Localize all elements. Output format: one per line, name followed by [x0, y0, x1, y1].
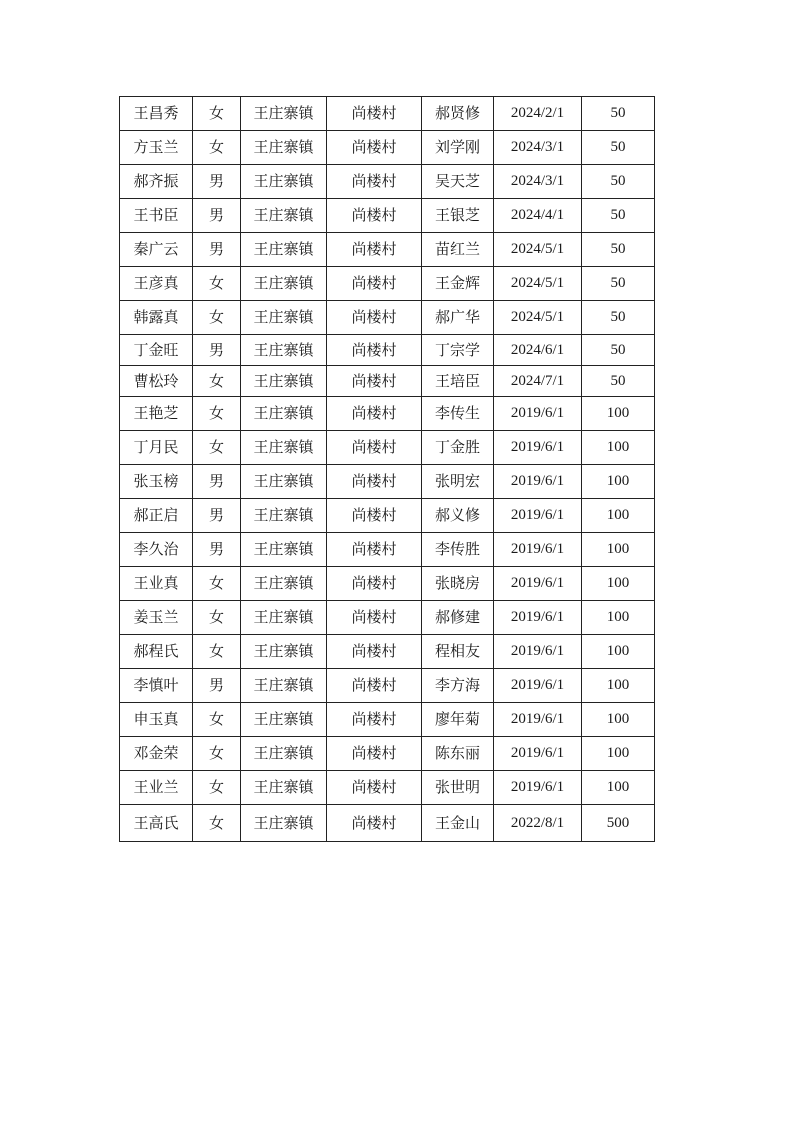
- town-cell: 王庄寨镇: [241, 267, 327, 301]
- gender-cell: 女: [193, 131, 241, 165]
- village-cell: 尚楼村: [327, 465, 422, 499]
- date-cell: 2019/6/1: [494, 533, 582, 567]
- gender-cell: 女: [193, 397, 241, 431]
- table-row: [120, 131, 655, 165]
- table-row: [120, 431, 655, 465]
- gender-cell: 男: [193, 465, 241, 499]
- name-cell: 郝齐振: [120, 165, 193, 199]
- guardian-cell: 郝贤修: [422, 97, 494, 131]
- town-cell: 王庄寨镇: [241, 131, 327, 165]
- table-row: [120, 771, 655, 805]
- amount-cell: 50: [582, 267, 655, 301]
- gender-cell: 女: [193, 567, 241, 601]
- town-cell: 王庄寨镇: [241, 233, 327, 267]
- town-cell: 王庄寨镇: [241, 199, 327, 233]
- date-cell: 2024/5/1: [494, 301, 582, 335]
- guardian-cell: 王银芝: [422, 199, 494, 233]
- roster-table: [119, 96, 655, 842]
- name-cell: 李久治: [120, 533, 193, 567]
- town-cell: 王庄寨镇: [241, 737, 327, 771]
- guardian-cell: 陈东丽: [422, 737, 494, 771]
- village-cell: 尚楼村: [327, 499, 422, 533]
- village-cell: 尚楼村: [327, 533, 422, 567]
- date-cell: 2019/6/1: [494, 431, 582, 465]
- date-cell: 2024/3/1: [494, 131, 582, 165]
- town-cell: 王庄寨镇: [241, 397, 327, 431]
- date-cell: 2024/7/1: [494, 366, 582, 397]
- village-cell: 尚楼村: [327, 165, 422, 199]
- amount-cell: 50: [582, 335, 655, 366]
- date-cell: 2019/6/1: [494, 499, 582, 533]
- town-cell: 王庄寨镇: [241, 635, 327, 669]
- name-cell: 申玉真: [120, 703, 193, 737]
- village-cell: 尚楼村: [327, 335, 422, 366]
- amount-cell: 100: [582, 465, 655, 499]
- amount-cell: 50: [582, 199, 655, 233]
- name-cell: 王业真: [120, 567, 193, 601]
- date-cell: 2019/6/1: [494, 669, 582, 703]
- gender-cell: 女: [193, 97, 241, 131]
- town-cell: 王庄寨镇: [241, 301, 327, 335]
- town-cell: 王庄寨镇: [241, 601, 327, 635]
- table-row: [120, 301, 655, 335]
- name-cell: 张玉榜: [120, 465, 193, 499]
- amount-cell: 50: [582, 233, 655, 267]
- gender-cell: 女: [193, 267, 241, 301]
- town-cell: 王庄寨镇: [241, 499, 327, 533]
- date-cell: 2019/6/1: [494, 635, 582, 669]
- guardian-cell: 吴天芝: [422, 165, 494, 199]
- guardian-cell: 李传生: [422, 397, 494, 431]
- guardian-cell: 李方海: [422, 669, 494, 703]
- date-cell: 2019/6/1: [494, 567, 582, 601]
- amount-cell: 100: [582, 397, 655, 431]
- town-cell: 王庄寨镇: [241, 335, 327, 366]
- village-cell: 尚楼村: [327, 301, 422, 335]
- amount-cell: 50: [582, 301, 655, 335]
- table-row: [120, 533, 655, 567]
- amount-cell: 100: [582, 567, 655, 601]
- gender-cell: 女: [193, 737, 241, 771]
- name-cell: 郝程氏: [120, 635, 193, 669]
- amount-cell: 100: [582, 771, 655, 805]
- village-cell: 尚楼村: [327, 233, 422, 267]
- guardian-cell: 王金山: [422, 805, 494, 842]
- guardian-cell: 张明宏: [422, 465, 494, 499]
- town-cell: 王庄寨镇: [241, 97, 327, 131]
- name-cell: 方玉兰: [120, 131, 193, 165]
- amount-cell: 100: [582, 703, 655, 737]
- town-cell: 王庄寨镇: [241, 533, 327, 567]
- gender-cell: 女: [193, 601, 241, 635]
- town-cell: 王庄寨镇: [241, 165, 327, 199]
- amount-cell: 500: [582, 805, 655, 842]
- village-cell: 尚楼村: [327, 703, 422, 737]
- table-row: [120, 465, 655, 499]
- date-cell: 2019/6/1: [494, 703, 582, 737]
- date-cell: 2022/8/1: [494, 805, 582, 842]
- amount-cell: 50: [582, 131, 655, 165]
- village-cell: 尚楼村: [327, 199, 422, 233]
- date-cell: 2024/3/1: [494, 165, 582, 199]
- table-row: [120, 366, 655, 397]
- town-cell: 王庄寨镇: [241, 431, 327, 465]
- guardian-cell: 廖年菊: [422, 703, 494, 737]
- table-row: [120, 601, 655, 635]
- guardian-cell: 郝义修: [422, 499, 494, 533]
- guardian-cell: 张晓房: [422, 567, 494, 601]
- name-cell: 秦广云: [120, 233, 193, 267]
- guardian-cell: 王培臣: [422, 366, 494, 397]
- table-row: [120, 267, 655, 301]
- table-row: [120, 737, 655, 771]
- table-row: [120, 397, 655, 431]
- guardian-cell: 王金辉: [422, 267, 494, 301]
- amount-cell: 50: [582, 366, 655, 397]
- name-cell: 丁金旺: [120, 335, 193, 366]
- table-row: [120, 233, 655, 267]
- gender-cell: 男: [193, 165, 241, 199]
- amount-cell: 100: [582, 499, 655, 533]
- amount-cell: 100: [582, 431, 655, 465]
- table-row: [120, 567, 655, 601]
- amount-cell: 100: [582, 533, 655, 567]
- gender-cell: 女: [193, 805, 241, 842]
- name-cell: 邓金荣: [120, 737, 193, 771]
- table-row: [120, 335, 655, 366]
- date-cell: 2019/6/1: [494, 465, 582, 499]
- name-cell: 曹松玲: [120, 366, 193, 397]
- date-cell: 2024/4/1: [494, 199, 582, 233]
- date-cell: 2019/6/1: [494, 397, 582, 431]
- amount-cell: 100: [582, 601, 655, 635]
- village-cell: 尚楼村: [327, 431, 422, 465]
- date-cell: 2024/5/1: [494, 267, 582, 301]
- date-cell: 2019/6/1: [494, 601, 582, 635]
- name-cell: 王昌秀: [120, 97, 193, 131]
- amount-cell: 50: [582, 165, 655, 199]
- gender-cell: 男: [193, 499, 241, 533]
- table-row: [120, 97, 655, 131]
- name-cell: 韩露真: [120, 301, 193, 335]
- village-cell: 尚楼村: [327, 737, 422, 771]
- date-cell: 2019/6/1: [494, 737, 582, 771]
- village-cell: 尚楼村: [327, 397, 422, 431]
- table-row: [120, 703, 655, 737]
- name-cell: 王彦真: [120, 267, 193, 301]
- table-row: [120, 635, 655, 669]
- village-cell: 尚楼村: [327, 601, 422, 635]
- guardian-cell: 丁金胜: [422, 431, 494, 465]
- guardian-cell: 程相友: [422, 635, 494, 669]
- town-cell: 王庄寨镇: [241, 703, 327, 737]
- village-cell: 尚楼村: [327, 267, 422, 301]
- roster-table-body: [120, 97, 655, 842]
- village-cell: 尚楼村: [327, 669, 422, 703]
- village-cell: 尚楼村: [327, 805, 422, 842]
- date-cell: 2019/6/1: [494, 771, 582, 805]
- name-cell: 王高氏: [120, 805, 193, 842]
- gender-cell: 女: [193, 366, 241, 397]
- table-row: [120, 499, 655, 533]
- village-cell: 尚楼村: [327, 771, 422, 805]
- date-cell: 2024/2/1: [494, 97, 582, 131]
- gender-cell: 男: [193, 335, 241, 366]
- village-cell: 尚楼村: [327, 131, 422, 165]
- gender-cell: 男: [193, 669, 241, 703]
- gender-cell: 男: [193, 533, 241, 567]
- table-row: [120, 669, 655, 703]
- guardian-cell: 刘学刚: [422, 131, 494, 165]
- gender-cell: 女: [193, 771, 241, 805]
- village-cell: 尚楼村: [327, 366, 422, 397]
- gender-cell: 女: [193, 431, 241, 465]
- name-cell: 姜玉兰: [120, 601, 193, 635]
- town-cell: 王庄寨镇: [241, 771, 327, 805]
- name-cell: 丁月民: [120, 431, 193, 465]
- town-cell: 王庄寨镇: [241, 567, 327, 601]
- amount-cell: 100: [582, 669, 655, 703]
- name-cell: 王艳芝: [120, 397, 193, 431]
- town-cell: 王庄寨镇: [241, 366, 327, 397]
- guardian-cell: 苗红兰: [422, 233, 494, 267]
- gender-cell: 男: [193, 199, 241, 233]
- table-row: [120, 165, 655, 199]
- name-cell: 王书臣: [120, 199, 193, 233]
- name-cell: 王业兰: [120, 771, 193, 805]
- guardian-cell: 张世明: [422, 771, 494, 805]
- guardian-cell: 郝广华: [422, 301, 494, 335]
- gender-cell: 女: [193, 635, 241, 669]
- town-cell: 王庄寨镇: [241, 465, 327, 499]
- gender-cell: 男: [193, 233, 241, 267]
- date-cell: 2024/6/1: [494, 335, 582, 366]
- amount-cell: 50: [582, 97, 655, 131]
- date-cell: 2024/5/1: [494, 233, 582, 267]
- guardian-cell: 郝修建: [422, 601, 494, 635]
- gender-cell: 女: [193, 301, 241, 335]
- name-cell: 郝正启: [120, 499, 193, 533]
- guardian-cell: 丁宗学: [422, 335, 494, 366]
- town-cell: 王庄寨镇: [241, 805, 327, 842]
- gender-cell: 女: [193, 703, 241, 737]
- table-row: [120, 199, 655, 233]
- village-cell: 尚楼村: [327, 635, 422, 669]
- town-cell: 王庄寨镇: [241, 669, 327, 703]
- village-cell: 尚楼村: [327, 97, 422, 131]
- name-cell: 李慎叶: [120, 669, 193, 703]
- village-cell: 尚楼村: [327, 567, 422, 601]
- amount-cell: 100: [582, 737, 655, 771]
- table-row: [120, 805, 655, 842]
- guardian-cell: 李传胜: [422, 533, 494, 567]
- amount-cell: 100: [582, 635, 655, 669]
